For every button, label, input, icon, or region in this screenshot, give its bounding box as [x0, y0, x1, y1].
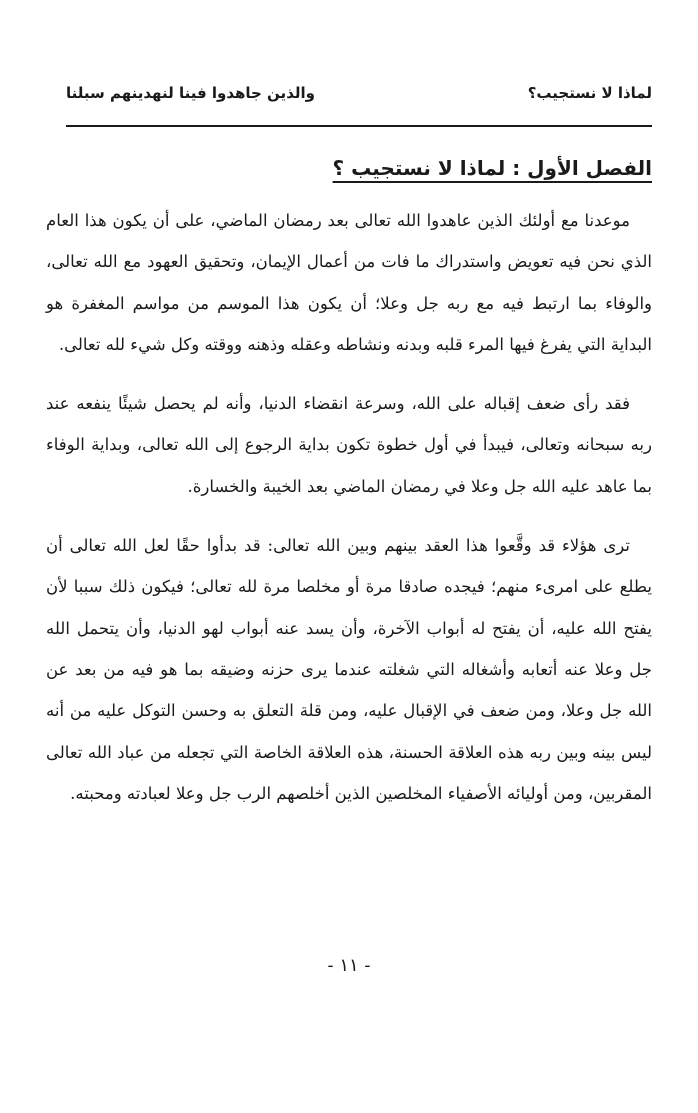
paragraph: موعدنا مع أولئك الذين عاهدوا الله تعالى بعد رمضان الماضي، على أن يكون هذا العام الذي نحن فيه تعويض واستدراك ما فات من أعمال الإيمان، وتحقيق العهود مع الله تعالى، والوفاء بما ارتبط فيه مع ربه جل وعلا؛ أن يكون هذا الموسم من مواسم المغفرة هو البداية التي يفرغ فيها المرء قلبه وبدنه ونشاطه وعقله وذهنه ووقته وكل شيء لله تعالى. [46, 211, 652, 354]
running-header-book-title: والذين جاهدوا فينا لنهدينهم سبلنا [66, 84, 315, 102]
chapter-heading [46, 156, 652, 180]
paragraph: ترى هؤلاء قد وقَّعوا هذا العقد بينهم وبين الله تعالى: قد بدأوا حقًا لعل الله تعالى أن يطلع على امرىء منهم؛ فيجده صادقا مرة أو مخلصا مرة لله تعالى؛ فيكون ذلك سببا لأن يفتح الله عليه، أن يفتح له أبواب الآخرة، وأن يسد عنه أبواب لهو الدنيا، وأن يتحمل الله جل وعلا عنه أتعابه وأشغاله التي شغلته عندما يرى حزنه وضيقه بما هو فيه من بعد عن الله جل وعلا، ومن ضعف في الإقبال عليه، ومن قلة التعلق به وحسن التوكل عليه من أنه ليس بينه وبين ربه هذه العلاقة الحسنة، هذه العلاقة الخاصة التي تجعله من عباد الله تعالى المقربين، ومن أوليائه الأصفياء المخلصين الذين أخلصهم الرب جل وعلا لعبادته ومحبته. [46, 536, 652, 803]
running-header [66, 84, 652, 114]
body-text [46, 200, 652, 832]
chapter-heading-text: الفصل الأول : لماذا لا نستجيب ؟ [332, 156, 652, 180]
page-number: - ١١ - [327, 955, 371, 976]
running-header-chapter-title: لماذا لا نستجيب؟ [527, 84, 652, 102]
paragraph: فقد رأى ضعف إقباله على الله، وسرعة انقضاء الدنيا، وأنه لم يحصل شيئًا ينفعه عند ربه سبحانه وتعالى، فيبدأ في أول خطوة تكون بداية الرجوع إلى الله تعالى، وبداية الوفاء بما عاهد عليه الله جل وعلا في رمضان الماضي بعد الخيبة والخسارة. [46, 394, 652, 496]
header-divider [66, 125, 652, 127]
